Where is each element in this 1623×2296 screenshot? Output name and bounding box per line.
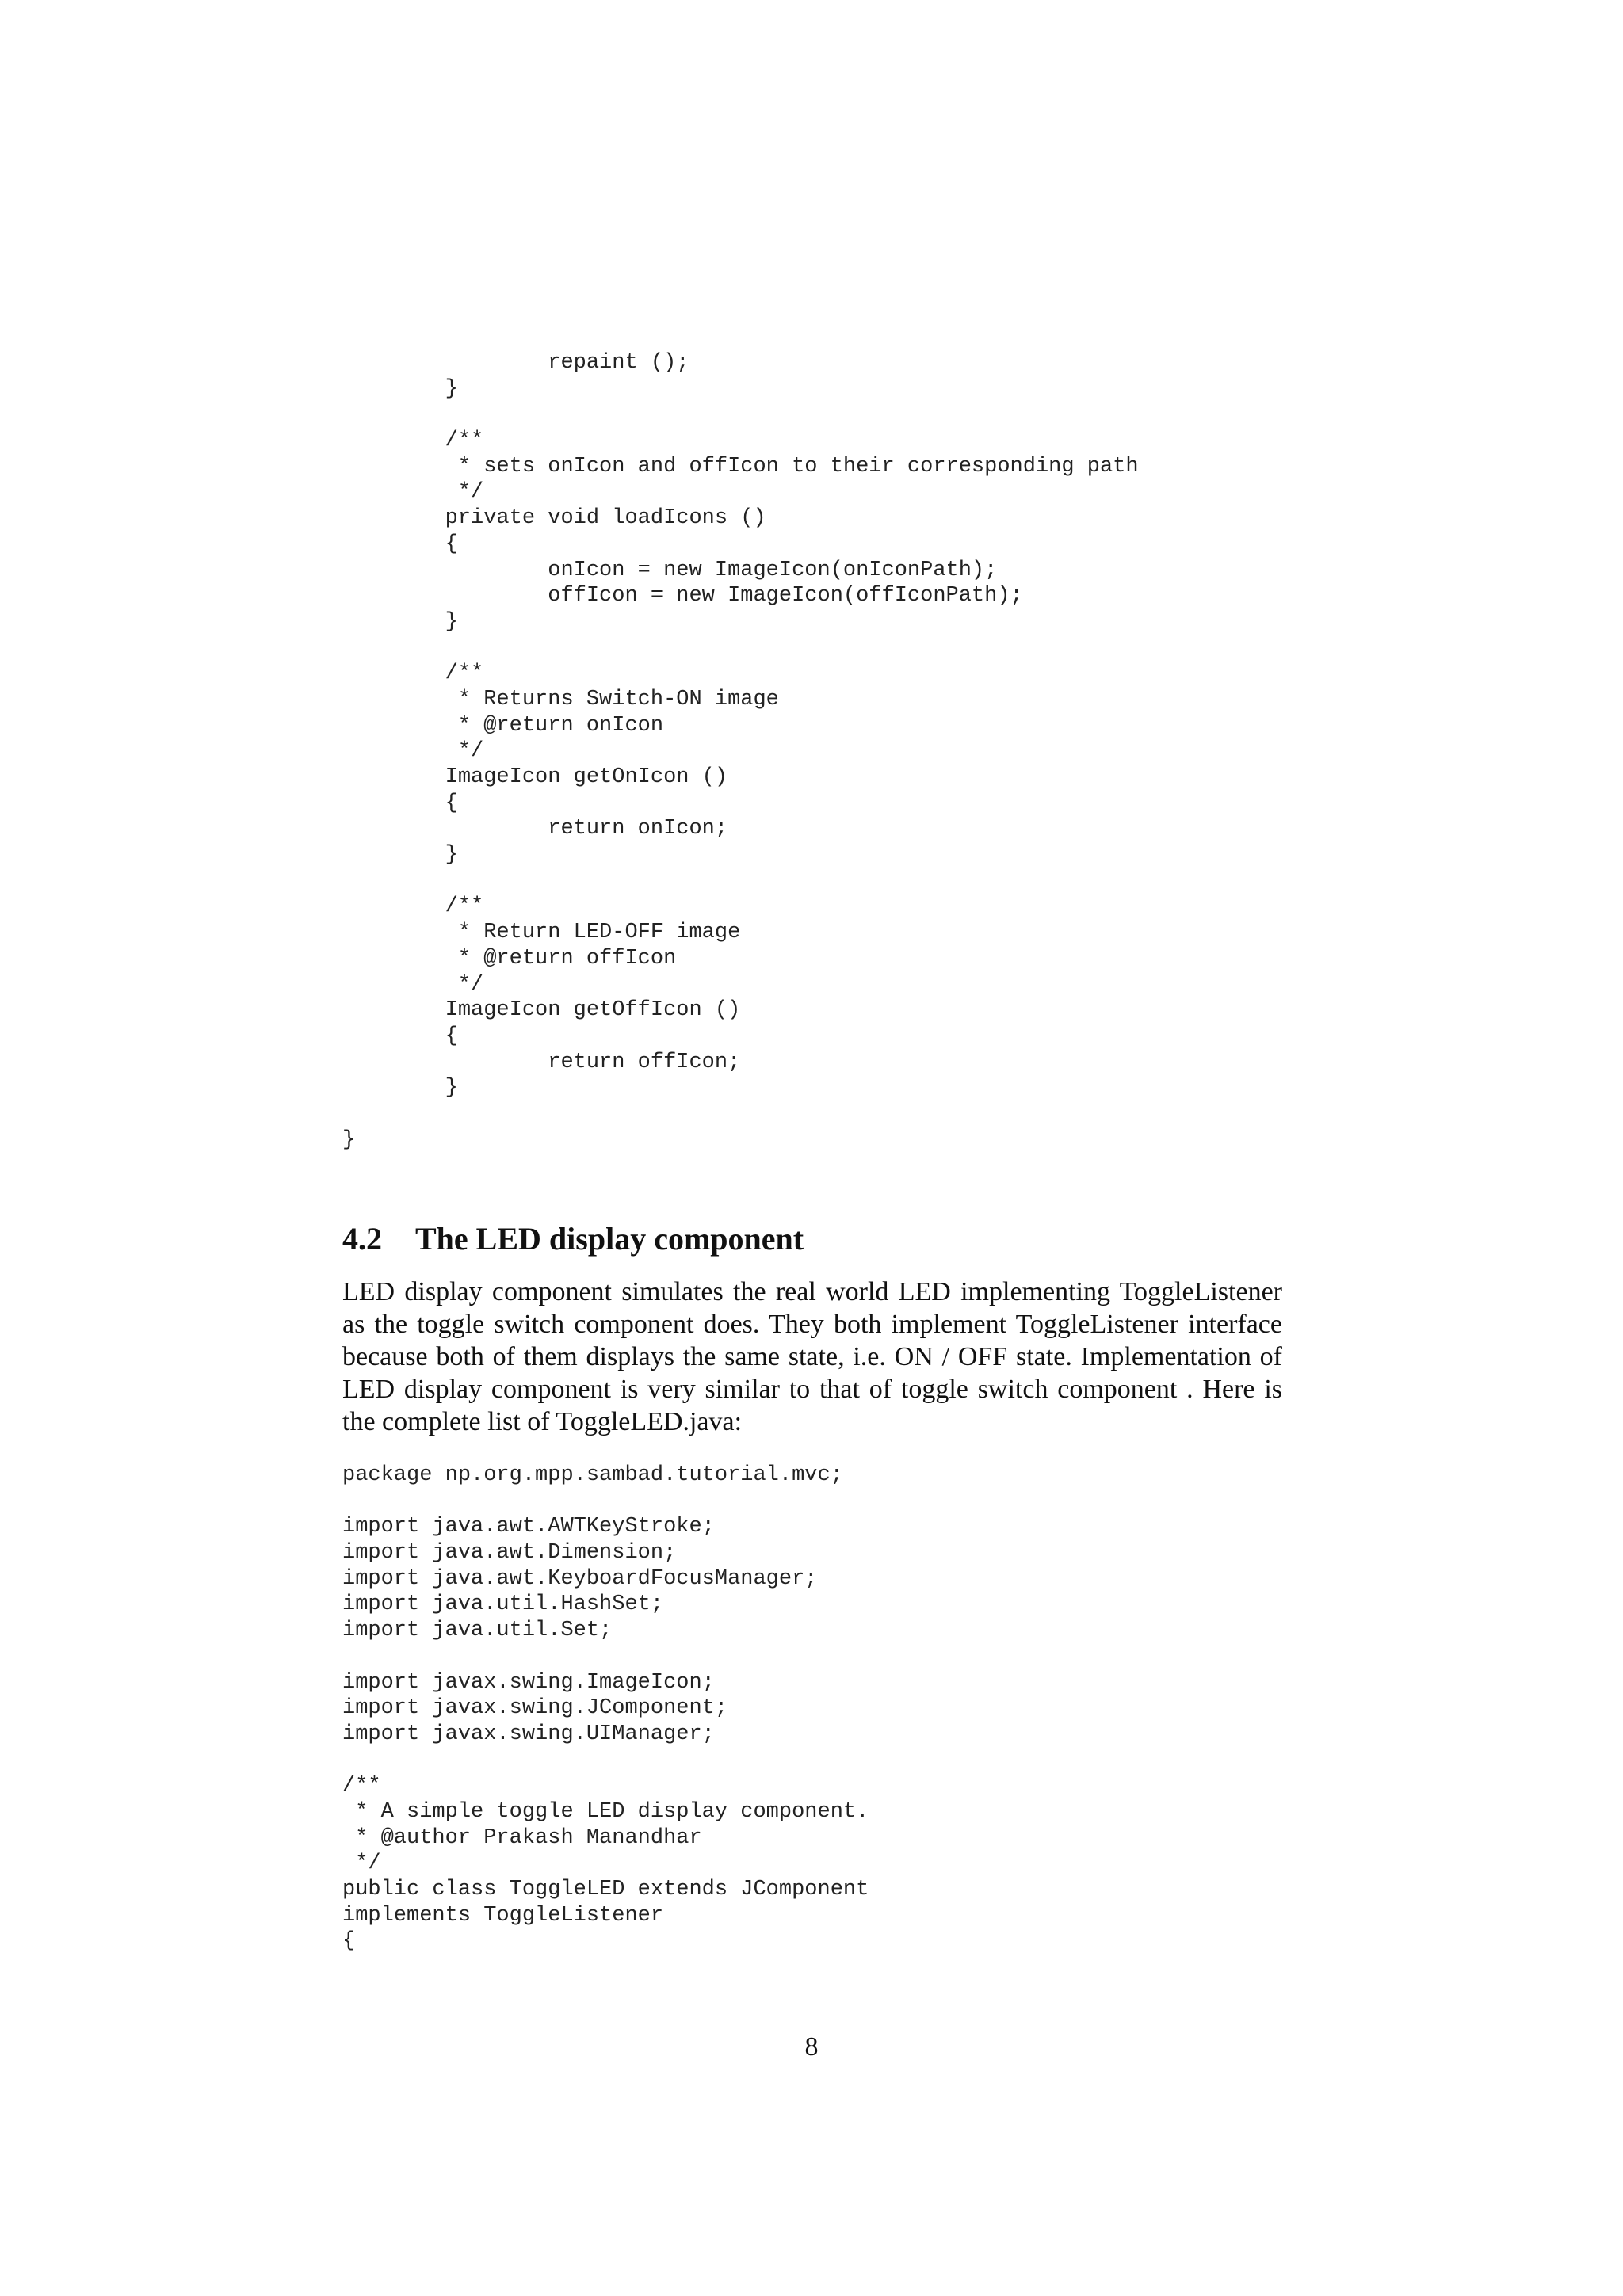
code-line xyxy=(342,1748,869,1774)
code-line: * A simple toggle LED display component. xyxy=(342,1799,869,1824)
code-line: * sets onIcon and offIcon to their corresponding path xyxy=(342,454,1139,479)
paragraph-line: LED display component is very similar to that of toggle switch component . Here is xyxy=(342,1375,1282,1404)
paragraph-line: LED display component simulates the real world LED implementing ToggleListener xyxy=(342,1277,1282,1306)
code-line: return offIcon; xyxy=(342,1050,741,1074)
code-line: } xyxy=(342,843,458,868)
page-number: 8 xyxy=(804,2032,819,2061)
code-line: import java.awt.KeyboardFocusManager; xyxy=(342,1566,818,1591)
paragraph-line: as the toggle switch component does. They both implement ToggleListener interface xyxy=(342,1310,1282,1339)
code-line: import java.awt.AWTKeyStroke; xyxy=(342,1515,715,1539)
code-line: onIcon = new ImageIcon(onIconPath); xyxy=(342,558,998,582)
code-line: } xyxy=(342,609,458,634)
code-line: import javax.swing.UIManager; xyxy=(342,1722,715,1746)
code-listing-toggle-switch-end xyxy=(342,350,1139,1153)
code-line: repaint (); xyxy=(342,351,689,375)
code-line: { xyxy=(342,1024,458,1048)
code-line: */ xyxy=(342,972,484,997)
code-line: /** xyxy=(342,1774,381,1798)
code-line xyxy=(342,1101,1139,1127)
paragraph-line: because both of them displays the same state, i.e. ON / OFF state. Implementation of xyxy=(342,1342,1282,1371)
code-line: * Returns Switch-ON image xyxy=(342,687,779,711)
code-line: import javax.swing.JComponent; xyxy=(342,1696,728,1721)
code-line: import javax.swing.ImageIcon; xyxy=(342,1670,715,1695)
code-line: package np.org.mpp.sambad.tutorial.mvc; xyxy=(342,1463,843,1487)
code-line xyxy=(342,402,1139,428)
code-listing-toggle-led-start xyxy=(342,1463,869,1955)
code-line: ImageIcon getOffIcon () xyxy=(342,998,741,1023)
code-line: { xyxy=(342,791,458,815)
body-paragraph xyxy=(342,1276,1282,1438)
section-number: 4.2 xyxy=(342,1221,382,1257)
code-line: */ xyxy=(342,480,484,505)
code-line: /** xyxy=(342,662,484,686)
code-line: * @author Prakash Manandhar xyxy=(342,1825,702,1850)
code-line: ImageIcon getOnIcon () xyxy=(342,765,728,789)
code-line: import java.awt.Dimension; xyxy=(342,1541,677,1566)
code-line: } xyxy=(342,376,458,401)
code-line xyxy=(342,868,1139,894)
section-heading xyxy=(342,1220,804,1258)
code-line: implements ToggleListener xyxy=(342,1903,664,1928)
code-line: private void loadIcons () xyxy=(342,506,766,531)
section-title: The LED display component xyxy=(415,1221,804,1257)
code-line: return onIcon; xyxy=(342,817,728,841)
code-line: } xyxy=(342,1076,458,1100)
code-line: * @return onIcon xyxy=(342,713,664,738)
code-line: */ xyxy=(342,739,484,764)
code-line xyxy=(342,1644,869,1670)
code-line: } xyxy=(342,1127,356,1152)
code-line xyxy=(342,635,1139,662)
code-line: import java.util.Set; xyxy=(342,1619,613,1643)
code-line: import java.util.HashSet; xyxy=(342,1592,664,1617)
code-line: { xyxy=(342,532,458,556)
code-line xyxy=(342,1489,869,1515)
code-line: offIcon = new ImageIcon(offIconPath); xyxy=(342,584,1023,608)
code-line: { xyxy=(342,1929,356,1954)
paragraph-line: the complete list of ToggleLED.java: xyxy=(342,1407,743,1436)
code-line: public class ToggleLED extends JComponent xyxy=(342,1878,869,1901)
code-line: /** xyxy=(342,894,484,919)
code-line: * @return offIcon xyxy=(342,946,677,971)
code-line: */ xyxy=(342,1852,381,1876)
code-line: /** xyxy=(342,429,484,453)
code-line: * Return LED-OFF image xyxy=(342,921,741,945)
